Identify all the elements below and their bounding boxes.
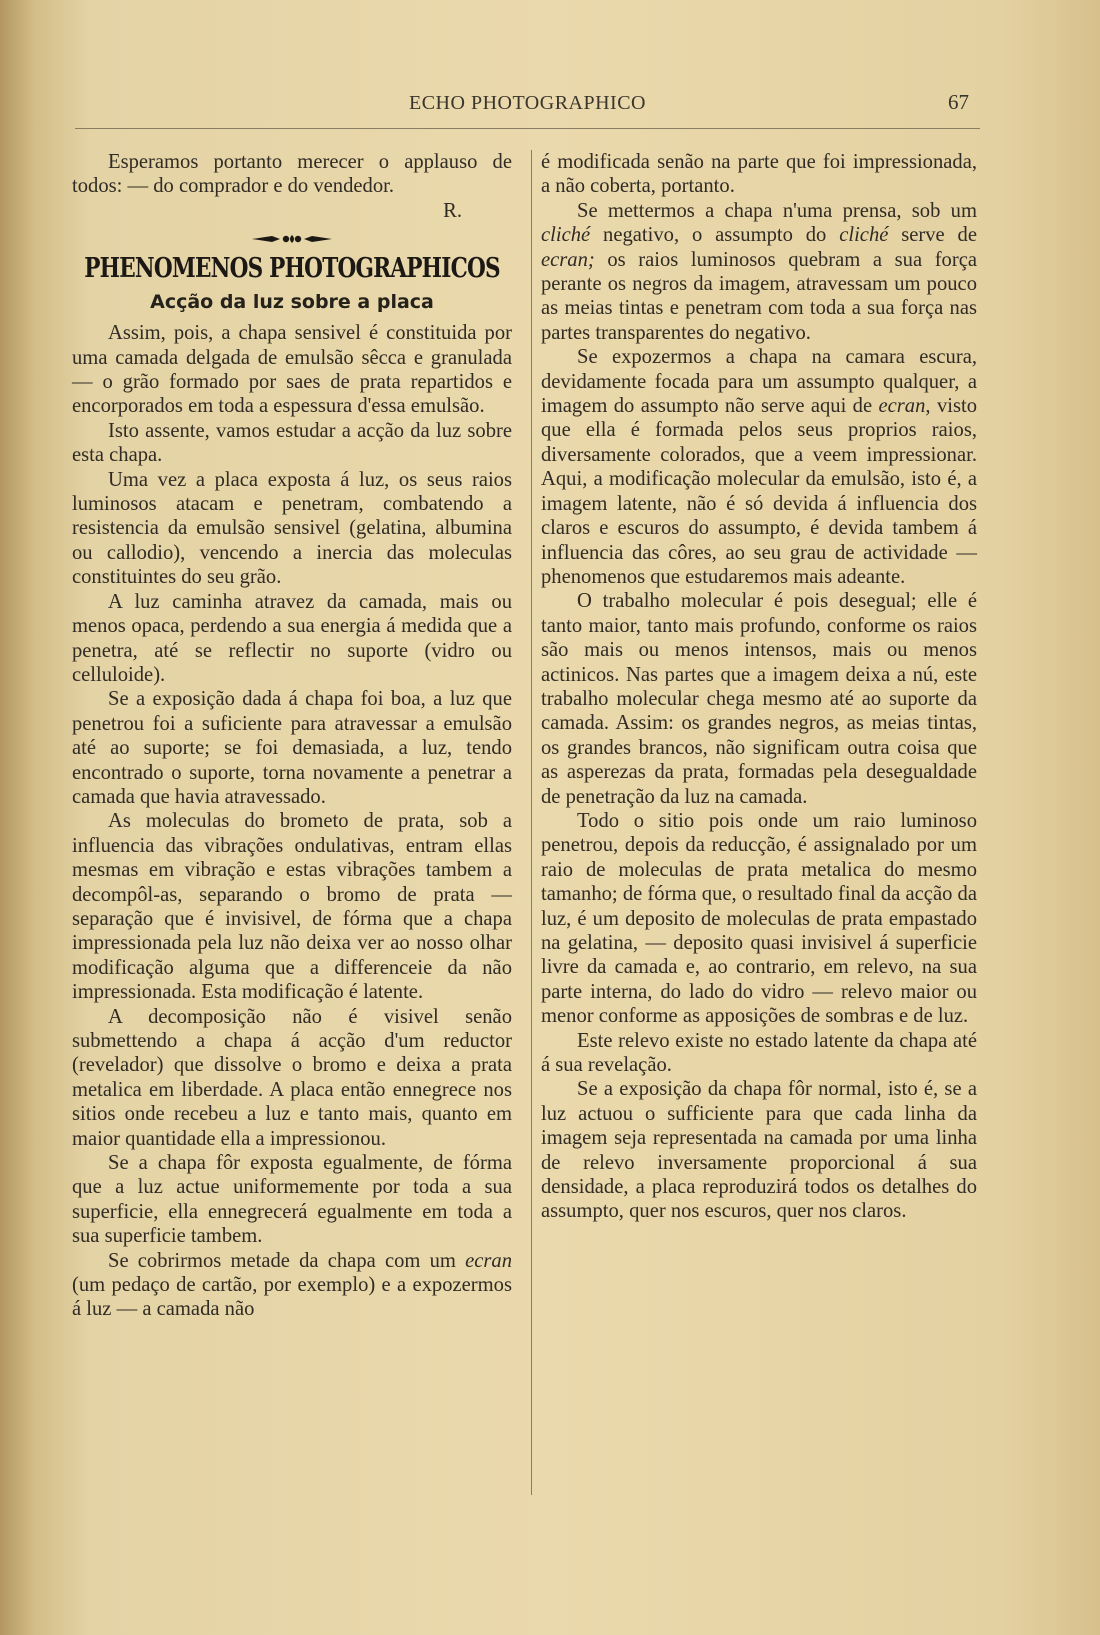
- right-paragraph: Se a exposição da chapa fôr normal, isto é, se a luz actuou o sufficiente para que cada linha da imagem seja representada na camada por uma linha de relevo inversamente proporcional á sua densidade, a placa reproduzirá todos os detalhes do assumpto, quer nos escuros, quer nos claros.: [541, 1078, 977, 1223]
- intro-block: [72, 150, 512, 223]
- article-subtitle: Acção da luz sobre a placa: [150, 291, 434, 314]
- article-title: PHENOMENOS PHOTOGRAPHICOS: [84, 253, 500, 285]
- left-paragraph: As moleculas do brometo de prata, sob a influencia das vibrações ondulativas, entram ellas mesmas em vibração e estas vibrações tambem a decompôl-as, separando o bromo de prata — separação que é invisivel, de fórma que a chapa impressionada pela luz não deixa ver ao nosso olhar modificação alguma que a differenceie da não impressionada. Esta modificação é latente.: [72, 810, 512, 1004]
- left-paragraph: A decomposição não é visivel senão submettendo a chapa á acção d'um reductor (revelador) que dissolve o bromo e deixa a prata metalica em liberdade. A placa então ennegrece nos sitios onde recebeu a luz e tanto mais, quanto em maior quantidade ella a impressionou.: [72, 1005, 512, 1150]
- right-paragraph: Se mettermos a chapa n'uma prensa, sob um cliché negativo, o assumpto do cliché serve de ecran; os raios luminosos quebram a sua força perante os negros da imagem, atravessam um pouco as meias tintas e penetram com toda a sua força nas partes transparentes do negativo.: [541, 199, 977, 344]
- page-number: 67: [948, 90, 969, 114]
- right-paragraph: Este relevo existe no estado latente da chapa até á sua revelação.: [541, 1029, 977, 1077]
- left-paragraph: Assim, pois, a chapa sensivel é constituida por uma camada delgada de emulsão sêcca e granulada — o grão formado por saes de prata repartidos e encorporados em toda a espessura d'essa emulsão.: [72, 322, 512, 418]
- left-paragraph: A luz caminha atravez da camada, mais ou menos opaca, perdendo a sua energia á medida que a penetra, até se reflectir no suporte (vidro ou celluloide).: [72, 590, 512, 686]
- left-paragraph: Isto assente, vamos estudar a acção da luz sobre esta chapa.: [72, 419, 512, 467]
- column-rule: [531, 150, 532, 1495]
- left-paragraph-continued: Se cobrirmos metade da chapa com um ecran (um pedaço de cartão, por exemplo) e a expozermos á luz — a camada não: [72, 1249, 512, 1321]
- intro-text: Esperamos portanto merecer o applauso de todos: — do comprador e do vendedor.: [72, 151, 512, 198]
- right-paragraph: Se expozermos a chapa na camara escura, devidamente focada para um assumpto qualquer, a imagem do assumpto não serve aqui de ecran, visto que ella é formada pelos seus proprios raios, diversamente colorados, que a veem impressionar. Aqui, a modificação molecular da emulsão, isto é, a imagem latente, não é só devida á influencia dos claros e escuros do assumpto, é devida tambem á influencia das côres, ao seu grau de actividade — phenomenos que estudaremos mais adeante.: [541, 346, 977, 588]
- right-paragraph: Todo o sitio pois onde um raio luminoso penetrou, depois da reducção, é assignalado por um raio de moleculas de prata metalica do mesmo tamanho; de fórma que, o resultado final da acção da luz, é um deposito de moleculas de prata empastado na gelatina, — deposito quasi invisivel á superficie livre da camada e, ao contrario, em relevo, na sua parte interna, do lado do vidro — relevo maior ou menor conforme as apposições de sombras e de luz.: [541, 809, 977, 1028]
- left-paragraph: Se a exposição dada á chapa foi boa, a luz que penetrou foi a suficiente para atravessar a emulsão até ao suporte; se foi demasiada, a luz, tendo encontrado o suporte, torna novamente a penetrar a camada que havia atravessado.: [72, 688, 512, 808]
- right-paragraph: O trabalho molecular é pois desegual; elle é tanto maior, tanto mais profundo, conforme os raios são mais ou menos intensos, mais ou menos actinicos. Nas partes que a imagem deixa a nú, este trabalho molecular chega mesmo até ao suporte da camada. Assim: os grandes negros, as meias tintas, os grandes brancos, não significam outra coisa que as asperezas da prata, formadas pela desegualdade de penetração da luz na camada.: [541, 590, 977, 808]
- right-paragraph-continuation: é modificada senão na parte que foi impressionada, a não coberta, portanto.: [541, 151, 977, 198]
- left-paragraph: Se a chapa fôr exposta egualmente, de fórma que a luz actue uniformemente por toda a sua superficie, ella ennegrecerá egualmente em toda a sua superficie tambem.: [72, 1152, 512, 1248]
- right-column: [541, 150, 977, 1224]
- intro-signature-line: [72, 199, 512, 223]
- flourish-icon: [72, 225, 512, 251]
- left-paragraph: Uma vez a placa exposta á luz, os seus raios luminosos atacam e penetram, combatendo a resistencia da emulsão sensivel (gelatina, albumina ou callodio), vencendo a inercia das moleculas constituintes do seu grão.: [72, 468, 512, 589]
- left-column: [72, 150, 512, 1322]
- journal-title: ECHO PHOTOGRAPHICO: [409, 92, 646, 114]
- intro-signature: R.: [443, 199, 462, 222]
- header-rule: [75, 128, 980, 129]
